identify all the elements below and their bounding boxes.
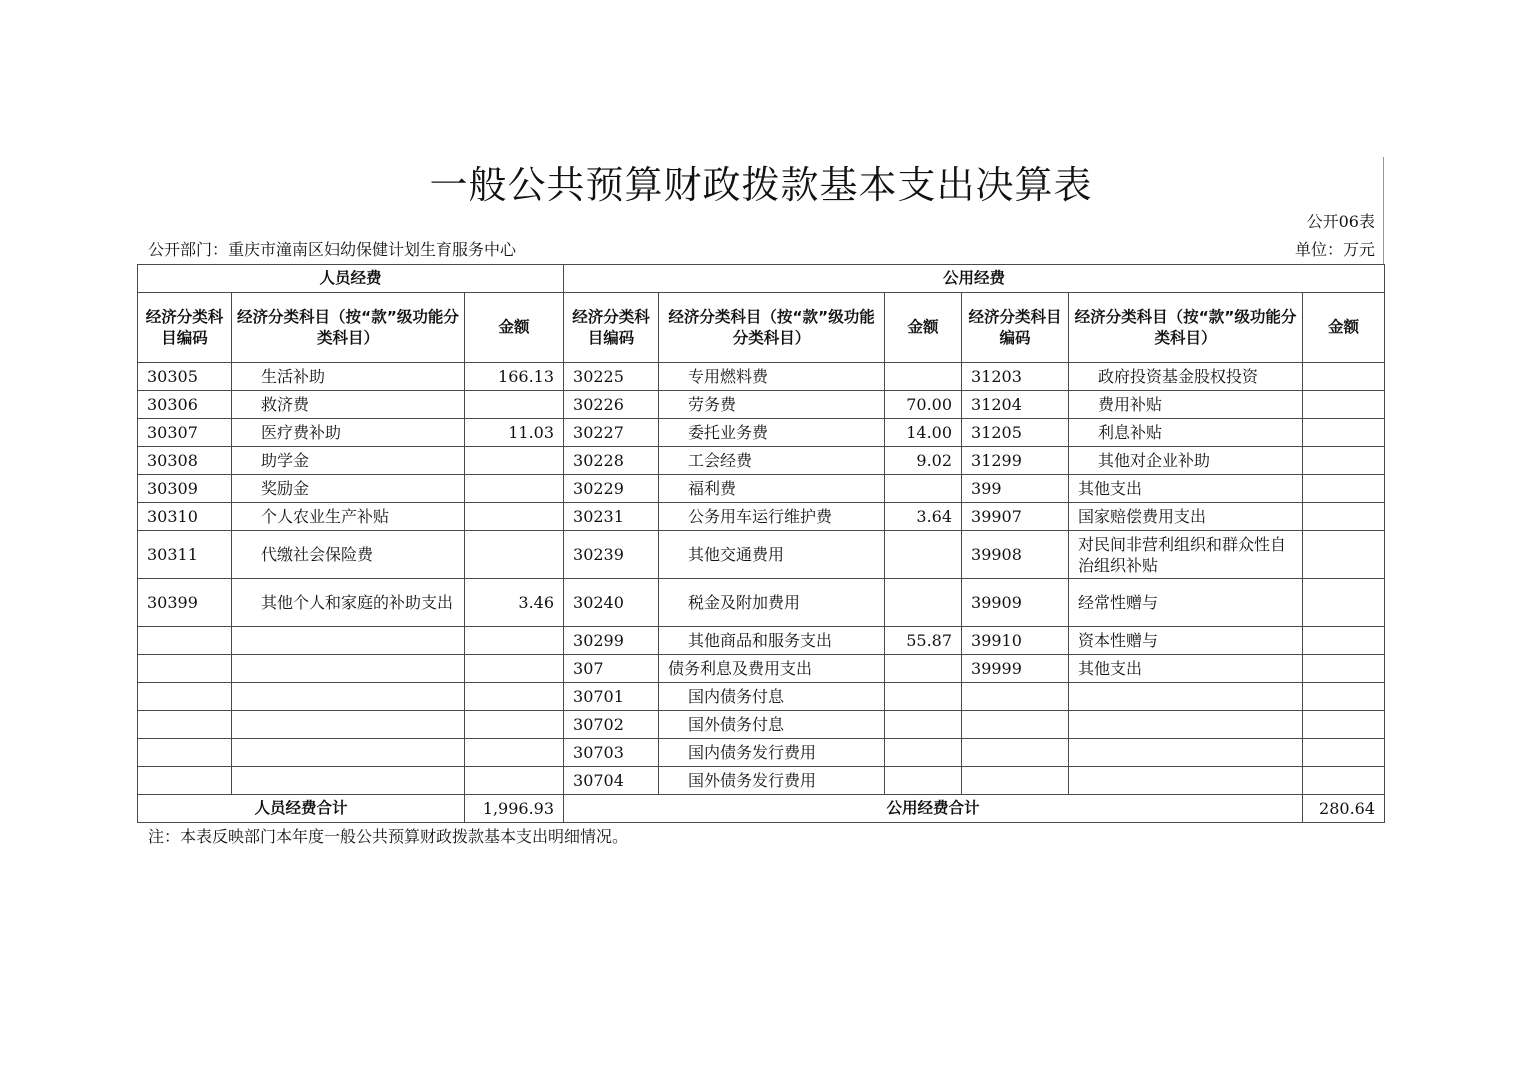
table-row bbox=[138, 531, 1385, 579]
personnel-amount-cell bbox=[465, 531, 564, 579]
public-name-cell-1: 债务利息及费用支出 bbox=[659, 655, 885, 683]
public-code-cell-2: 39999 bbox=[962, 655, 1069, 683]
public-name-cell-2 bbox=[1069, 767, 1303, 795]
public-code-cell-2: 31299 bbox=[962, 447, 1069, 475]
public-code-cell-2 bbox=[962, 711, 1069, 739]
public-code-cell-1: 30226 bbox=[564, 391, 659, 419]
public-name-cell-2: 利息补贴 bbox=[1069, 419, 1303, 447]
public-code-cell-2: 39907 bbox=[962, 503, 1069, 531]
public-amount-cell-2 bbox=[1303, 739, 1385, 767]
personnel-name-cell: 奖励金 bbox=[232, 475, 465, 503]
public-amount-cell-1 bbox=[885, 579, 962, 627]
public-code-cell-2: 31205 bbox=[962, 419, 1069, 447]
personnel-name-cell: 救济费 bbox=[232, 391, 465, 419]
public-code-cell-2 bbox=[962, 767, 1069, 795]
personnel-name-cell: 个人农业生产补贴 bbox=[232, 503, 465, 531]
public-code-cell-2: 39908 bbox=[962, 531, 1069, 579]
table-row bbox=[138, 767, 1385, 795]
personnel-amount-cell bbox=[465, 655, 564, 683]
personnel-code-cell bbox=[138, 739, 232, 767]
totals-row bbox=[138, 795, 1385, 823]
personnel-name-cell: 生活补助 bbox=[232, 363, 465, 391]
public-name-cell-2: 资本性赠与 bbox=[1069, 627, 1303, 655]
personnel-code-cell: 30310 bbox=[138, 503, 232, 531]
personnel-code-cell bbox=[138, 655, 232, 683]
public-amount-cell-1: 55.87 bbox=[885, 627, 962, 655]
personnel-code-cell: 30307 bbox=[138, 419, 232, 447]
department-label: 公开部门：重庆市潼南区妇幼保健计划生育服务中心 bbox=[148, 240, 517, 259]
public-amount-cell-1 bbox=[885, 531, 962, 579]
table-row bbox=[138, 579, 1385, 627]
public-code-cell-1: 30228 bbox=[564, 447, 659, 475]
public-code-cell-1: 30239 bbox=[564, 531, 659, 579]
public-amount-cell-2 bbox=[1303, 447, 1385, 475]
table-row bbox=[138, 475, 1385, 503]
public-total-label: 公用经费合计 bbox=[564, 795, 1303, 823]
personnel-name-cell bbox=[232, 655, 465, 683]
public-code-cell-1: 30703 bbox=[564, 739, 659, 767]
personnel-total-value: 1,996.93 bbox=[465, 795, 564, 823]
personnel-amount-cell bbox=[465, 683, 564, 711]
public-code-cell-2: 31204 bbox=[962, 391, 1069, 419]
table-row bbox=[138, 711, 1385, 739]
public-amount-cell-2 bbox=[1303, 683, 1385, 711]
personnel-code-cell: 30399 bbox=[138, 579, 232, 627]
page-title: 一般公共预算财政拨款基本支出决算表 bbox=[429, 163, 1093, 207]
public-code-cell-1: 30229 bbox=[564, 475, 659, 503]
personnel-code-cell bbox=[138, 711, 232, 739]
personnel-code-cell: 30308 bbox=[138, 447, 232, 475]
personnel-name-cell bbox=[232, 739, 465, 767]
public-amount-cell-2 bbox=[1303, 711, 1385, 739]
personnel-amount-cell bbox=[465, 391, 564, 419]
public-amount-header-1: 金额 bbox=[885, 293, 962, 363]
public-name-cell-2: 其他支出 bbox=[1069, 475, 1303, 503]
public-name-cell-2 bbox=[1069, 683, 1303, 711]
personnel-code-cell: 30309 bbox=[138, 475, 232, 503]
personnel-name-cell: 助学金 bbox=[232, 447, 465, 475]
table-body bbox=[138, 265, 1385, 823]
public-name-cell-1: 税金及附加费用 bbox=[659, 579, 885, 627]
public-name-cell-1: 其他商品和服务支出 bbox=[659, 627, 885, 655]
public-amount-cell-1 bbox=[885, 739, 962, 767]
public-amount-cell-1: 14.00 bbox=[885, 419, 962, 447]
public-name-header-1: 经济分类科目（按“款”级功能分类科目） bbox=[659, 293, 885, 363]
personnel-name-header: 经济分类科目（按“款”级功能分类科目） bbox=[232, 293, 465, 363]
public-name-cell-1: 工会经费 bbox=[659, 447, 885, 475]
public-name-cell-2 bbox=[1069, 739, 1303, 767]
personnel-name-cell bbox=[232, 627, 465, 655]
public-amount-cell-2 bbox=[1303, 363, 1385, 391]
public-name-cell-1: 国内债务发行费用 bbox=[659, 739, 885, 767]
section-header-row bbox=[138, 265, 1385, 293]
personnel-amount-header: 金额 bbox=[465, 293, 564, 363]
public-amount-cell-1: 9.02 bbox=[885, 447, 962, 475]
public-amount-header-2: 金额 bbox=[1303, 293, 1385, 363]
public-code-cell-1: 30704 bbox=[564, 767, 659, 795]
public-code-cell-2 bbox=[962, 683, 1069, 711]
public-amount-cell-1 bbox=[885, 475, 962, 503]
public-name-cell-2: 费用补贴 bbox=[1069, 391, 1303, 419]
public-total-value: 280.64 bbox=[1303, 795, 1385, 823]
public-name-cell-1: 专用燃料费 bbox=[659, 363, 885, 391]
personnel-name-cell: 其他个人和家庭的补助支出 bbox=[232, 579, 465, 627]
public-amount-cell-2 bbox=[1303, 419, 1385, 447]
public-amount-cell-2 bbox=[1303, 579, 1385, 627]
public-amount-cell-1 bbox=[885, 711, 962, 739]
personnel-amount-cell bbox=[465, 447, 564, 475]
table-row bbox=[138, 627, 1385, 655]
public-name-cell-2: 其他支出 bbox=[1069, 655, 1303, 683]
public-amount-cell-2 bbox=[1303, 627, 1385, 655]
public-name-cell-2: 其他对企业补助 bbox=[1069, 447, 1303, 475]
personnel-name-cell: 代缴社会保险费 bbox=[232, 531, 465, 579]
personnel-amount-cell bbox=[465, 627, 564, 655]
public-code-cell-2: 39910 bbox=[962, 627, 1069, 655]
table-row bbox=[138, 447, 1385, 475]
personnel-name-cell: 医疗费补助 bbox=[232, 419, 465, 447]
table-row bbox=[138, 363, 1385, 391]
public-name-cell-1: 其他交通费用 bbox=[659, 531, 885, 579]
public-code-cell-2: 399 bbox=[962, 475, 1069, 503]
personnel-code-cell: 30311 bbox=[138, 531, 232, 579]
personnel-total-label: 人员经费合计 bbox=[138, 795, 465, 823]
public-name-cell-1: 国外债务发行费用 bbox=[659, 767, 885, 795]
footnote: 注：本表反映部门本年度一般公共预算财政拨款基本支出明细情况。 bbox=[148, 827, 629, 846]
public-code-cell-1: 30227 bbox=[564, 419, 659, 447]
public-amount-cell-1 bbox=[885, 655, 962, 683]
public-name-cell-2: 政府投资基金股权投资 bbox=[1069, 363, 1303, 391]
table-row bbox=[138, 683, 1385, 711]
public-code-header-2: 经济分类科目编码 bbox=[962, 293, 1069, 363]
public-name-cell-1: 公务用车运行维护费 bbox=[659, 503, 885, 531]
personnel-code-cell bbox=[138, 627, 232, 655]
table-row bbox=[138, 391, 1385, 419]
public-amount-cell-1: 70.00 bbox=[885, 391, 962, 419]
table-row bbox=[138, 419, 1385, 447]
public-code-cell-1: 30225 bbox=[564, 363, 659, 391]
column-header-row bbox=[138, 293, 1385, 363]
personnel-code-header: 经济分类科目编码 bbox=[138, 293, 232, 363]
expenditure-table bbox=[137, 264, 1385, 823]
public-amount-cell-2 bbox=[1303, 503, 1385, 531]
public-amount-cell-1 bbox=[885, 683, 962, 711]
public-amount-cell-2 bbox=[1303, 767, 1385, 795]
table-row bbox=[138, 655, 1385, 683]
public-name-cell-1: 劳务费 bbox=[659, 391, 885, 419]
personnel-section-header: 人员经费 bbox=[138, 265, 564, 293]
personnel-amount-cell bbox=[465, 475, 564, 503]
public-code-cell-1: 30240 bbox=[564, 579, 659, 627]
public-code-cell-1: 30299 bbox=[564, 627, 659, 655]
personnel-name-cell bbox=[232, 683, 465, 711]
public-code-cell-1: 30701 bbox=[564, 683, 659, 711]
personnel-code-cell bbox=[138, 767, 232, 795]
public-code-header-1: 经济分类科目编码 bbox=[564, 293, 659, 363]
personnel-name-cell bbox=[232, 711, 465, 739]
public-amount-cell-1 bbox=[885, 767, 962, 795]
public-code-cell-2: 31203 bbox=[962, 363, 1069, 391]
table-row bbox=[138, 503, 1385, 531]
personnel-amount-cell bbox=[465, 711, 564, 739]
page-edge-rule bbox=[1383, 157, 1384, 264]
public-name-cell-2: 对民间非营利组织和群众性自治组织补贴 bbox=[1069, 531, 1303, 579]
public-amount-cell-1 bbox=[885, 363, 962, 391]
table-row bbox=[138, 739, 1385, 767]
public-name-cell-2: 国家赔偿费用支出 bbox=[1069, 503, 1303, 531]
public-name-cell-1: 国外债务付息 bbox=[659, 711, 885, 739]
public-name-cell-1: 国内债务付息 bbox=[659, 683, 885, 711]
public-code-cell-1: 30231 bbox=[564, 503, 659, 531]
public-name-cell-2 bbox=[1069, 711, 1303, 739]
form-code: 公开06表 bbox=[1306, 212, 1375, 231]
personnel-amount-cell: 166.13 bbox=[465, 363, 564, 391]
public-code-cell-2: 39909 bbox=[962, 579, 1069, 627]
personnel-amount-cell: 11.03 bbox=[465, 419, 564, 447]
unit-label: 单位：万元 bbox=[1294, 240, 1375, 259]
public-section-header: 公用经费 bbox=[564, 265, 1385, 293]
public-code-cell-1: 30702 bbox=[564, 711, 659, 739]
public-amount-cell-2 bbox=[1303, 531, 1385, 579]
public-code-cell-2 bbox=[962, 739, 1069, 767]
public-name-cell-1: 委托业务费 bbox=[659, 419, 885, 447]
public-amount-cell-2 bbox=[1303, 655, 1385, 683]
personnel-code-cell bbox=[138, 683, 232, 711]
public-name-cell-1: 福利费 bbox=[659, 475, 885, 503]
personnel-amount-cell bbox=[465, 767, 564, 795]
personnel-amount-cell: 3.46 bbox=[465, 579, 564, 627]
public-name-cell-2: 经常性赠与 bbox=[1069, 579, 1303, 627]
personnel-code-cell: 30305 bbox=[138, 363, 232, 391]
public-amount-cell-2 bbox=[1303, 391, 1385, 419]
personnel-name-cell bbox=[232, 767, 465, 795]
personnel-code-cell: 30306 bbox=[138, 391, 232, 419]
public-amount-cell-2 bbox=[1303, 475, 1385, 503]
personnel-amount-cell bbox=[465, 503, 564, 531]
public-code-cell-1: 307 bbox=[564, 655, 659, 683]
personnel-amount-cell bbox=[465, 739, 564, 767]
public-amount-cell-1: 3.64 bbox=[885, 503, 962, 531]
public-name-header-2: 经济分类科目（按“款”级功能分类科目） bbox=[1069, 293, 1303, 363]
